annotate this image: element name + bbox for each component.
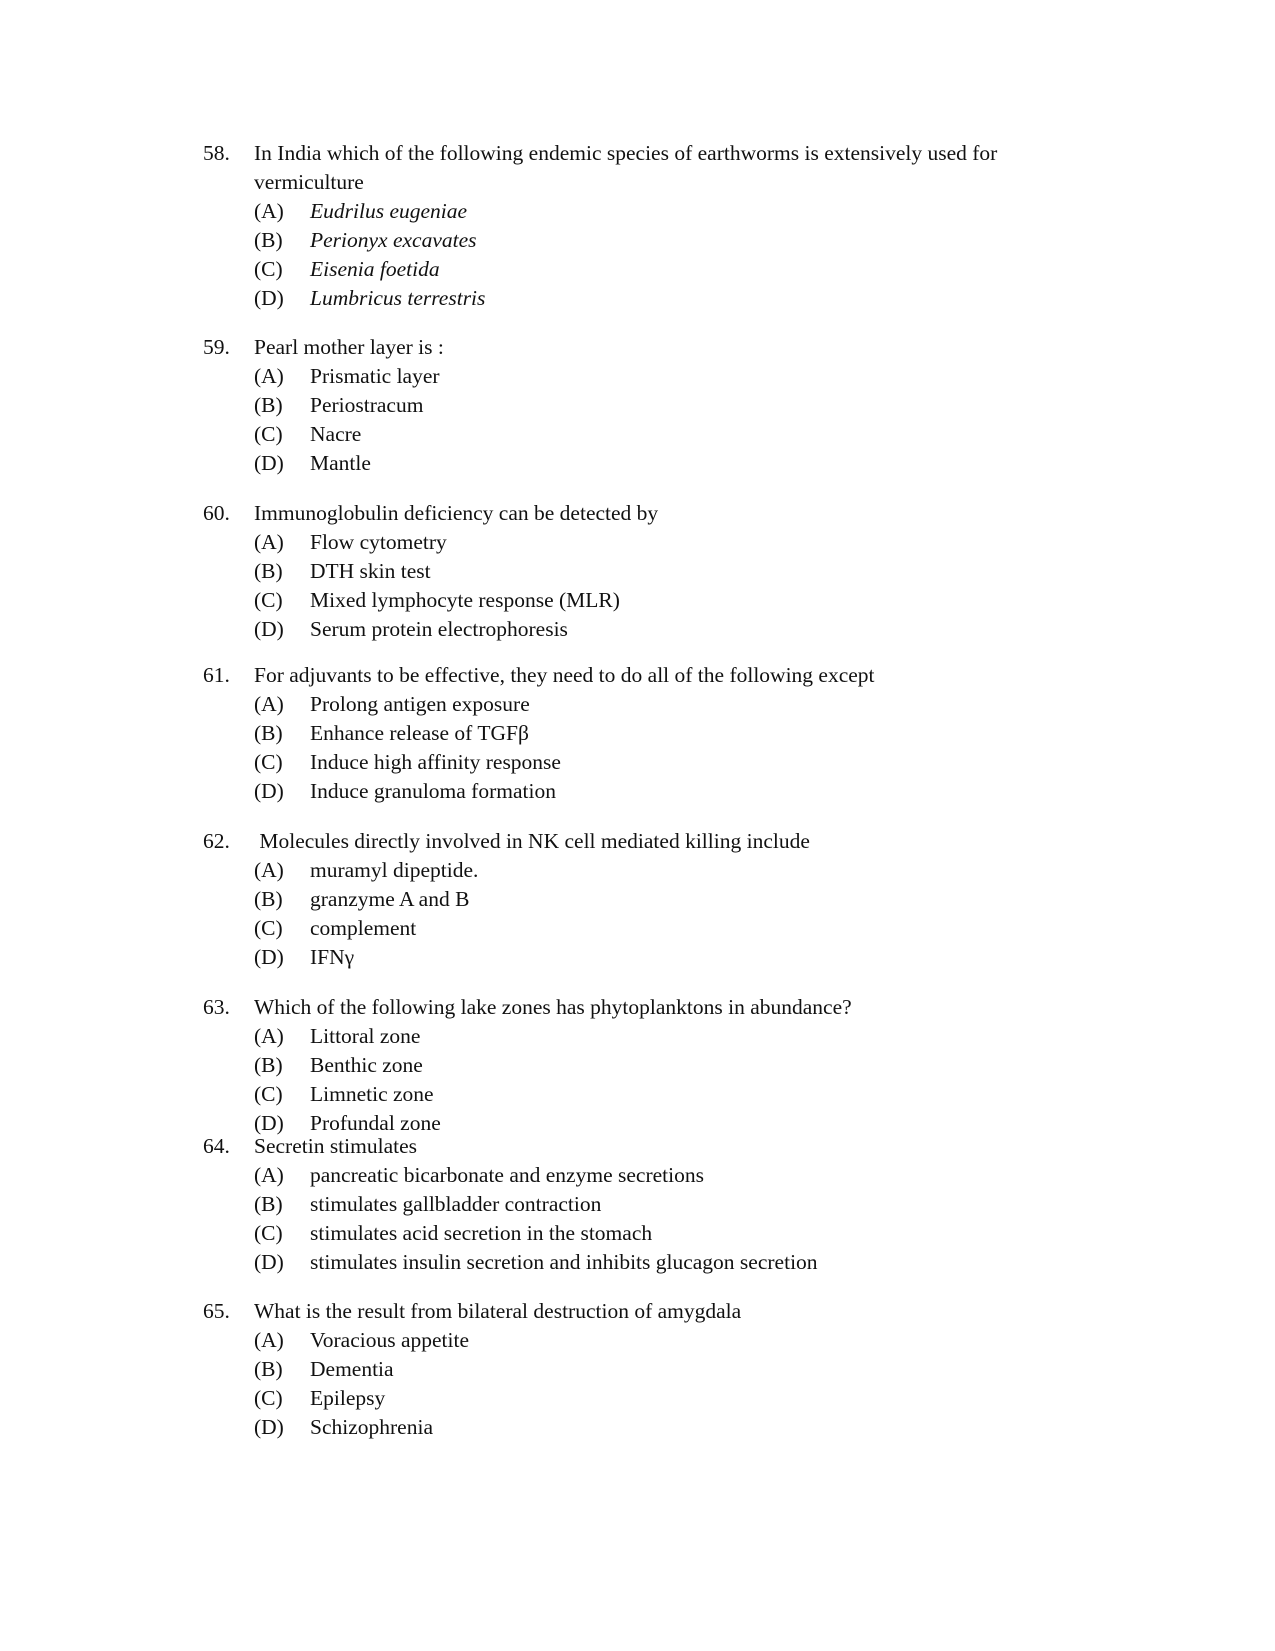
option-text: stimulates insulin secretion and inhibits glucagon secretion <box>310 1250 818 1274</box>
question-stem <box>203 1132 1083 1161</box>
option-c <box>203 420 1083 449</box>
option-label: (D) <box>254 1250 284 1274</box>
option-b <box>203 226 1083 255</box>
option-label: (D) <box>254 779 284 803</box>
question-text: For adjuvants to be effective, they need to do all of the following except <box>254 663 875 687</box>
question-64 <box>203 1132 1083 1277</box>
option-text: Periostracum <box>310 393 424 417</box>
option-label: (D) <box>254 451 284 475</box>
option-label: (C) <box>254 750 283 774</box>
option-label: (B) <box>254 1192 283 1216</box>
question-text: Immunoglobulin deficiency can be detected by <box>254 501 659 525</box>
question-62 <box>203 827 1083 972</box>
option-label: (D) <box>254 286 284 310</box>
option-list <box>203 1022 1083 1138</box>
question-stem <box>203 139 1083 197</box>
question-text: Molecules directly involved in NK cell mediated killing include <box>254 829 810 853</box>
option-label: (B) <box>254 1357 283 1381</box>
option-text: Flow cytometry <box>310 530 447 554</box>
option-label: (B) <box>254 721 283 745</box>
question-65 <box>203 1297 1083 1442</box>
option-c <box>203 255 1083 284</box>
option-label: (C) <box>254 916 283 940</box>
option-label: (B) <box>254 1053 283 1077</box>
option-text: Lumbricus terrestris <box>310 286 486 310</box>
option-d <box>203 449 1083 478</box>
question-61 <box>203 661 1083 806</box>
option-c <box>203 748 1083 777</box>
option-a <box>203 690 1083 719</box>
option-label: (C) <box>254 1386 283 1410</box>
option-label: (A) <box>254 1163 284 1187</box>
option-text: stimulates gallbladder contraction <box>310 1192 602 1216</box>
question-number: 58. <box>203 141 230 165</box>
question-stem <box>203 827 1083 856</box>
question-text: In India which of the following endemic species of earthworms is extensively used for vermiculture <box>254 141 998 194</box>
option-label: (A) <box>254 199 284 223</box>
option-label: (D) <box>254 1111 284 1135</box>
question-text: Which of the following lake zones has phytoplanktons in abundance? <box>254 995 852 1019</box>
question-58 <box>203 139 1083 313</box>
option-d <box>203 1248 1083 1277</box>
option-text: Mixed lymphocyte response (MLR) <box>310 588 620 612</box>
option-label: (B) <box>254 393 283 417</box>
option-text: Prismatic layer <box>310 364 440 388</box>
option-c <box>203 1219 1083 1248</box>
option-label: (A) <box>254 364 284 388</box>
option-list <box>203 856 1083 972</box>
question-text: Pearl mother layer is : <box>254 335 444 359</box>
option-c <box>203 586 1083 615</box>
option-text: Mantle <box>310 451 371 475</box>
option-list <box>203 362 1083 478</box>
option-b <box>203 391 1083 420</box>
option-label: (A) <box>254 1328 284 1352</box>
option-d <box>203 284 1083 313</box>
option-a <box>203 362 1083 391</box>
question-number: 64. <box>203 1134 230 1158</box>
question-text: Secretin stimulates <box>254 1134 418 1158</box>
option-text: Profundal zone <box>310 1111 441 1135</box>
option-a <box>203 528 1083 557</box>
option-d <box>203 777 1083 806</box>
option-text: Enhance release of TGFβ <box>310 721 529 745</box>
option-c <box>203 1384 1083 1413</box>
option-b <box>203 1051 1083 1080</box>
option-list <box>203 197 1083 313</box>
option-text: Eudrilus eugeniae <box>310 199 468 223</box>
option-text: stimulates acid secretion in the stomach <box>310 1221 653 1245</box>
option-text: Schizophrenia <box>310 1415 433 1439</box>
question-number: 59. <box>203 335 230 359</box>
option-c <box>203 914 1083 943</box>
option-list <box>203 690 1083 806</box>
option-a <box>203 856 1083 885</box>
option-label: (B) <box>254 228 283 252</box>
option-label: (A) <box>254 858 284 882</box>
question-60 <box>203 499 1083 644</box>
option-b <box>203 885 1083 914</box>
option-list <box>203 1161 1083 1277</box>
option-list <box>203 528 1083 644</box>
option-text: Eisenia foetida <box>310 257 440 281</box>
question-stem <box>203 499 1083 528</box>
option-text: pancreatic bicarbonate and enzyme secretions <box>310 1163 704 1187</box>
question-number: 62. <box>203 829 230 853</box>
option-text: Prolong antigen exposure <box>310 692 530 716</box>
question-stem <box>203 1297 1083 1326</box>
option-text: granzyme A and B <box>310 887 470 911</box>
question-number: 63. <box>203 995 230 1019</box>
option-list <box>203 1326 1083 1442</box>
option-d <box>203 615 1083 644</box>
question-63 <box>203 993 1083 1138</box>
option-text: Serum protein electrophoresis <box>310 617 568 641</box>
option-b <box>203 1190 1083 1219</box>
option-a <box>203 1161 1083 1190</box>
option-text: Littoral zone <box>310 1024 421 1048</box>
question-number: 60. <box>203 501 230 525</box>
option-a <box>203 197 1083 226</box>
question-number: 61. <box>203 663 230 687</box>
option-text: Benthic zone <box>310 1053 423 1077</box>
question-text: What is the result from bilateral destruction of amygdala <box>254 1299 742 1323</box>
option-text: Limnetic zone <box>310 1082 434 1106</box>
option-text: Epilepsy <box>310 1386 386 1410</box>
question-number: 65. <box>203 1299 230 1323</box>
option-text: Dementia <box>310 1357 394 1381</box>
option-text: IFNγ <box>310 945 355 969</box>
option-b <box>203 557 1083 586</box>
option-text: Nacre <box>310 422 362 446</box>
option-text: DTH skin test <box>310 559 431 583</box>
option-text: complement <box>310 916 417 940</box>
option-b <box>203 719 1083 748</box>
option-text: Perionyx excavates <box>310 228 477 252</box>
option-label: (A) <box>254 692 284 716</box>
option-label: (D) <box>254 1415 284 1439</box>
option-label: (C) <box>254 422 283 446</box>
option-label: (C) <box>254 257 283 281</box>
option-label: (C) <box>254 1082 283 1106</box>
question-stem <box>203 993 1083 1022</box>
option-label: (D) <box>254 617 284 641</box>
option-d <box>203 943 1083 972</box>
option-label: (B) <box>254 887 283 911</box>
option-c <box>203 1080 1083 1109</box>
option-label: (D) <box>254 945 284 969</box>
option-a <box>203 1326 1083 1355</box>
question-stem <box>203 661 1083 690</box>
option-label: (A) <box>254 530 284 554</box>
option-d <box>203 1413 1083 1442</box>
option-text: Voracious appetite <box>310 1328 470 1352</box>
option-text: Induce high affinity response <box>310 750 561 774</box>
option-text: Induce granuloma formation <box>310 779 556 803</box>
option-label: (A) <box>254 1024 284 1048</box>
question-stem <box>203 333 1083 362</box>
option-text: muramyl dipeptide. <box>310 858 479 882</box>
option-label: (B) <box>254 559 283 583</box>
option-a <box>203 1022 1083 1051</box>
option-label: (C) <box>254 588 283 612</box>
option-b <box>203 1355 1083 1384</box>
question-59 <box>203 333 1083 478</box>
option-label: (C) <box>254 1221 283 1245</box>
